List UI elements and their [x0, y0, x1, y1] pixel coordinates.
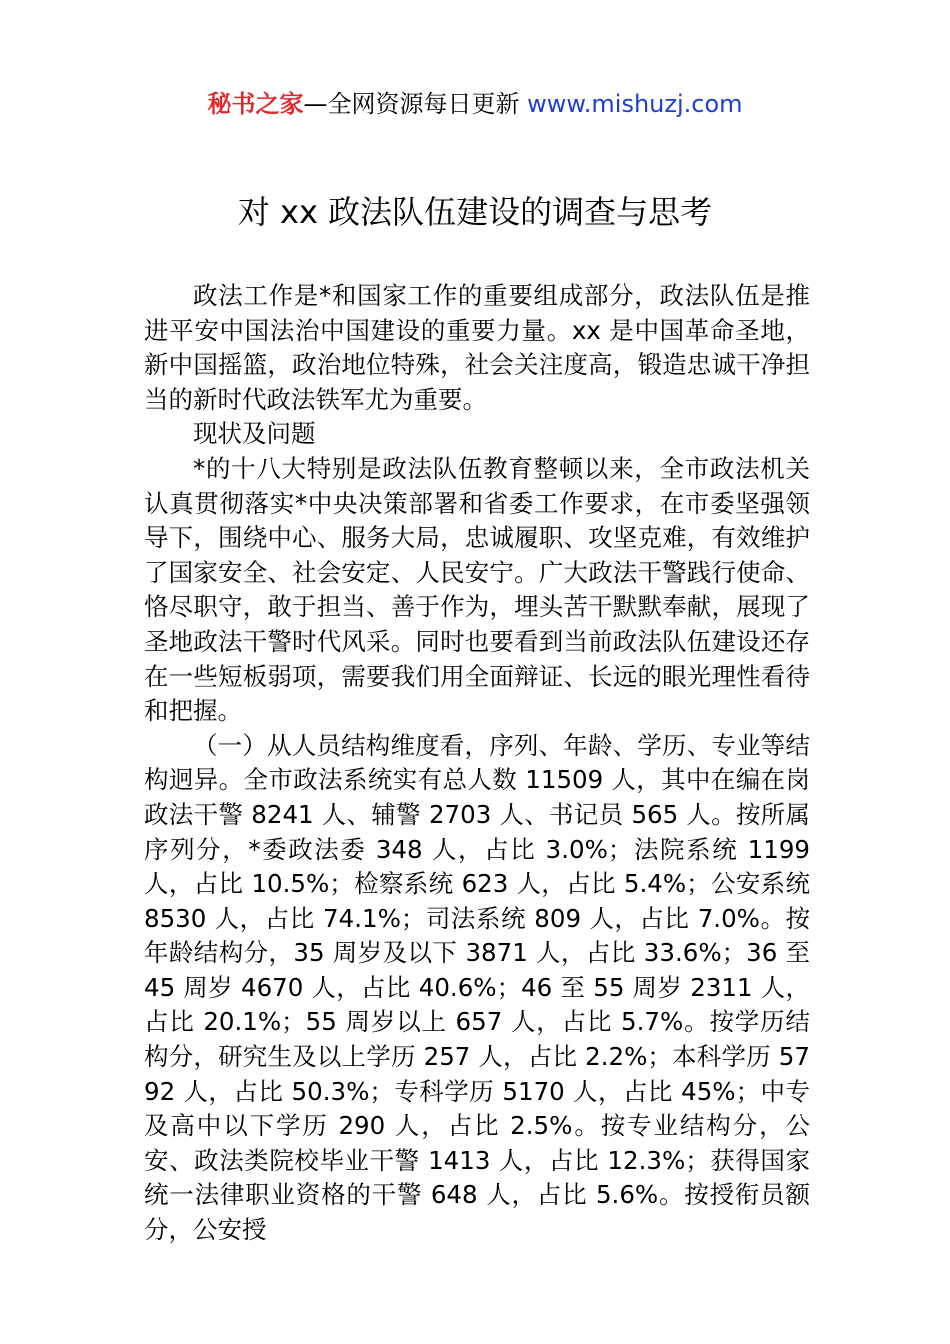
personnel-structure-paragraph: （一）从人员结构维度看，序列、年龄、学历、专业等结构迥异。全市政法系统实有总人数 11509 人，其中在编在岗政法干警 8241 人、辅警 2703 人、书记员 565 人。按所属序列分，*委政法委 348 人，占比 3.0%；法院系统 1199 人，占比 10.5%；检察系统 623 人，占比 5.4%；公安系统 8530 人，占比 74.1%；司法系统 809 人，占比 7.0%。按年龄结构分，35 周岁及以下 3871 人，占比 33.6%；36 至 45 周岁 4670 人，占比 40.6%；46 至 55 周岁 2311 人，占比 20.1%；55 周岁以上 657 人，占比 5.7%。按学历结构分，研究生及以上学历 257 人，占比 2.2%；本科学历 5792 人，占比 50.3%；专科学历 5170 人，占比 45%；中专及高中以下学历 290 人，占比 2.5%。按专业结构分，公安、政法类院校毕业干警 1413 人，占比 12.3%；获得国家统一法律职业资格的干警 648 人，占比 5.6%。按授衔员额分，公安授	[144, 730, 810, 1245]
site-tagline: —全网资源每日更新	[303, 90, 528, 118]
site-url-link[interactable]: www.mishuzj.com	[527, 90, 743, 118]
site-header	[0, 87, 950, 121]
document-title: 对 xx 政法队伍建设的调查与思考	[237, 193, 713, 231]
status-paragraph: *的十八大特别是政法队伍教育整顿以来，全市政法机关认真贯彻落实*中央决策部署和省委工作要求，在市委坚强领导下，围绕中心、服务大局，忠诚履职、攻坚克难，有效维护了国家安全、社会安定、人民安宁。广大政法干警践行使命、恪尽职守，敢于担当、善于作为，埋头苦干默默奉献，展现了圣地政法干警时代风采。同时也要看到当前政法队伍建设还存在一些短板弱项，需要我们用全面辩证、长远的眼光理性看待和把握。	[144, 453, 810, 726]
section-heading: 现状及问题	[193, 419, 316, 449]
site-brand: 秘书之家	[207, 90, 304, 118]
intro-paragraph: 政法工作是*和国家工作的重要组成部分，政法队伍是推进平安中国法治中国建设的重要力量。xx 是中国革命圣地，新中国摇篮，政治地位特殊，社会关注度高，锻造忠诚干净担当的新时代政法铁军尤为重要。	[144, 281, 810, 414]
document-body	[144, 279, 810, 1248]
